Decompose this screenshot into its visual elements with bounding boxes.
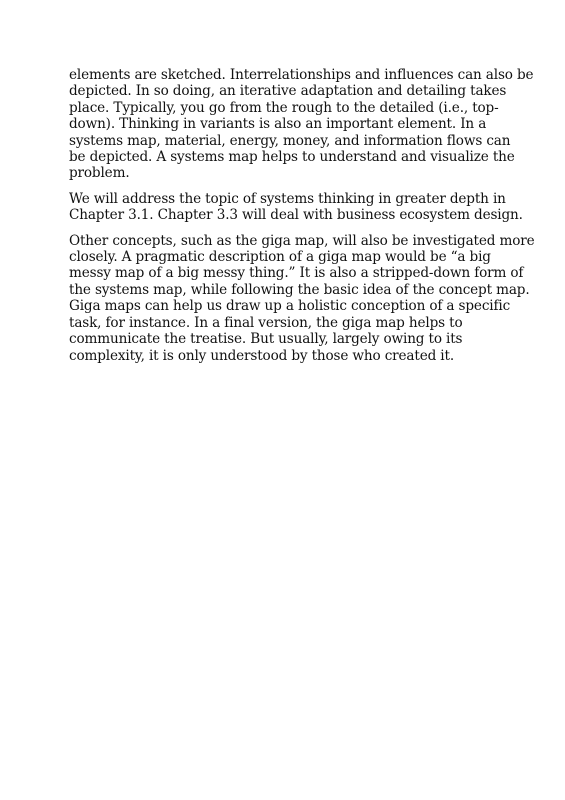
text-line: Giga maps can help us draw up a holistic conception of a specific xyxy=(69,298,511,315)
text-line: Other concepts, such as the giga map, will also be investigated more xyxy=(69,232,535,249)
paragraph-1 xyxy=(69,67,534,182)
body-text xyxy=(69,67,535,373)
text-line: the systems map, while following the basic idea of the concept map. xyxy=(69,281,530,298)
text-line: Chapter 3.1. Chapter 3.3 will deal with business ecosystem design. xyxy=(69,207,523,224)
paragraph-3 xyxy=(69,232,535,364)
text-line: elements are sketched. Interrelationships and influences can also be xyxy=(69,67,534,83)
text-line: depicted. In so doing, an iterative adaptation and detailing takes xyxy=(69,83,507,100)
paragraph-2 xyxy=(69,190,523,224)
text-line: down). Thinking in variants is also an important element. In a xyxy=(69,116,487,133)
text-line: be depicted. A systems map helps to understand and visualize the xyxy=(69,149,515,166)
text-line: task, for instance. In a final version, the giga map helps to xyxy=(69,314,463,331)
text-line: place. Typically, you go from the rough to the detailed (i.e., top- xyxy=(69,99,499,116)
text-line: We will address the topic of systems thinking in greater depth in xyxy=(69,190,506,207)
text-line: complexity, it is only understood by those who created it. xyxy=(69,347,454,364)
text-line: closely. A pragmatic description of a giga map would be “a big xyxy=(69,249,491,266)
text-line: problem. xyxy=(69,165,130,182)
text-line: systems map, material, energy, money, and information flows can xyxy=(69,132,511,149)
text-line: communicate the treatise. But usually, largely owing to its xyxy=(69,331,463,348)
text-line: messy map of a big messy thing.” It is also a stripped-down form of xyxy=(69,265,524,282)
